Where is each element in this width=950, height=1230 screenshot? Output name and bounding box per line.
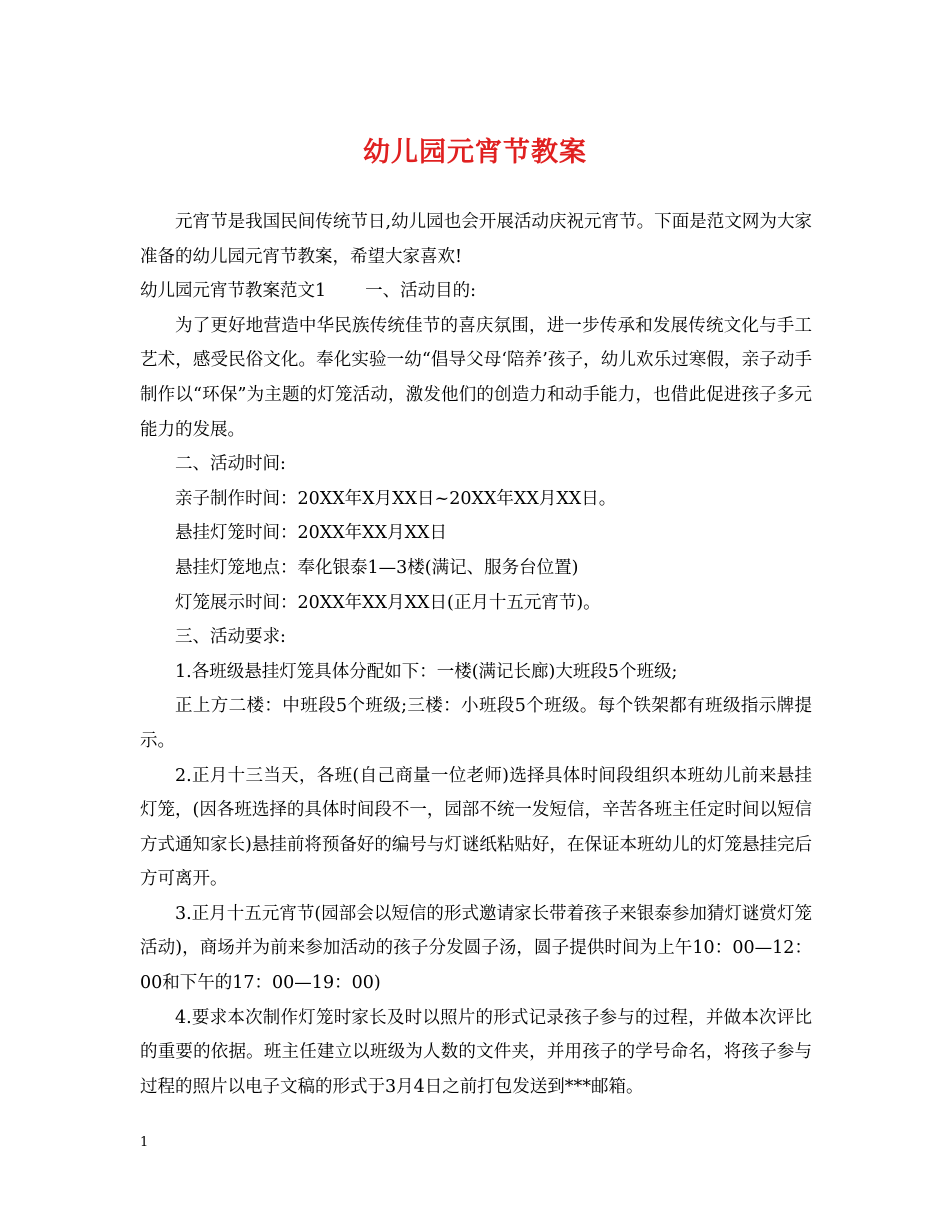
sample-heading-line <box>140 274 812 309</box>
intro-paragraph: 元宵节是我国民间传统节日,幼儿园也会开展活动庆祝元宵节。下面是范文网为大家准备的幼儿园元宵节教案，希望大家喜欢! <box>140 212 812 267</box>
section-heading-time: 二、活动时间: <box>175 454 286 475</box>
section-heading-requirements: 三、活动要求: <box>175 627 286 648</box>
section-heading-purpose: 一、活动目的: <box>365 281 476 302</box>
time-line: 灯笼展示时间：20XX年XX月XX日(正月十五元宵节)。 <box>175 592 601 613</box>
requirement-4: 4.要求本次制作灯笼时家长及时以照片的形式记录孩子参与的过程，并做本次评比的重要的依据。班主任建立以班级为人数的文件夹，并用孩子的学号命名，将孩子参与过程的照片以电子文稿的形式于3月4日之前打包发送到***邮箱。 <box>140 1007 812 1097</box>
page-number: 1 <box>140 1135 149 1150</box>
time-line: 悬挂灯笼地点：奉化银泰1—3楼(满记、服务台位置) <box>175 557 579 578</box>
time-line: 悬挂灯笼时间：20XX年XX月XX日 <box>175 523 448 544</box>
document-body <box>140 205 812 1104</box>
purpose-paragraph: 为了更好地营造中华民族传统佳节的喜庆氛围，进一步传承和发展传统文化与手工艺术，感受民俗文化。奉化实验一幼“倡导父母‘陪养’孩子，幼儿欢乐过寒假，亲子动手制作以“环保”为主题的灯笼活动，激发他们的创造力和动手能力，也借此促进孩子多元能力的发展。 <box>140 315 812 440</box>
time-line: 亲子制作时间：20XX年X月XX日~20XX年XX月XX日。 <box>175 488 617 509</box>
requirement-1b: 正上方二楼：中班段5个班级;三楼：小班段5个班级。每个铁架都有班级指示牌提示。 <box>140 696 812 751</box>
requirement-1a: 1.各班级悬挂灯笼具体分配如下：一楼(满记长廊)大班段5个班级; <box>175 661 678 682</box>
sample-heading: 幼儿园元宵节教案范文1 <box>140 281 327 302</box>
requirement-3: 3.正月十五元宵节(园部会以短信的形式邀请家长带着孩子来银泰参加猜灯谜赏灯笼活动)，商场并为前来参加活动的孩子分发圆子汤，圆子提供时间为上午10：00—12：00和下午的17：00—19：00) <box>140 903 812 994</box>
requirement-2: 2.正月十三当天，各班(自己商量一位老师)选择具体时间段组织本班幼儿前来悬挂灯笼，(因各班选择的具体时间段不一，园部不统一发短信，辛苦各班主任定时间以短信方式通知家长)悬挂前将预备好的编号与灯谜纸粘贴好，在保证本班幼儿的灯笼悬挂完后方可离开。 <box>140 765 812 890</box>
document-title: 幼儿园元宵节教案 <box>363 137 587 168</box>
